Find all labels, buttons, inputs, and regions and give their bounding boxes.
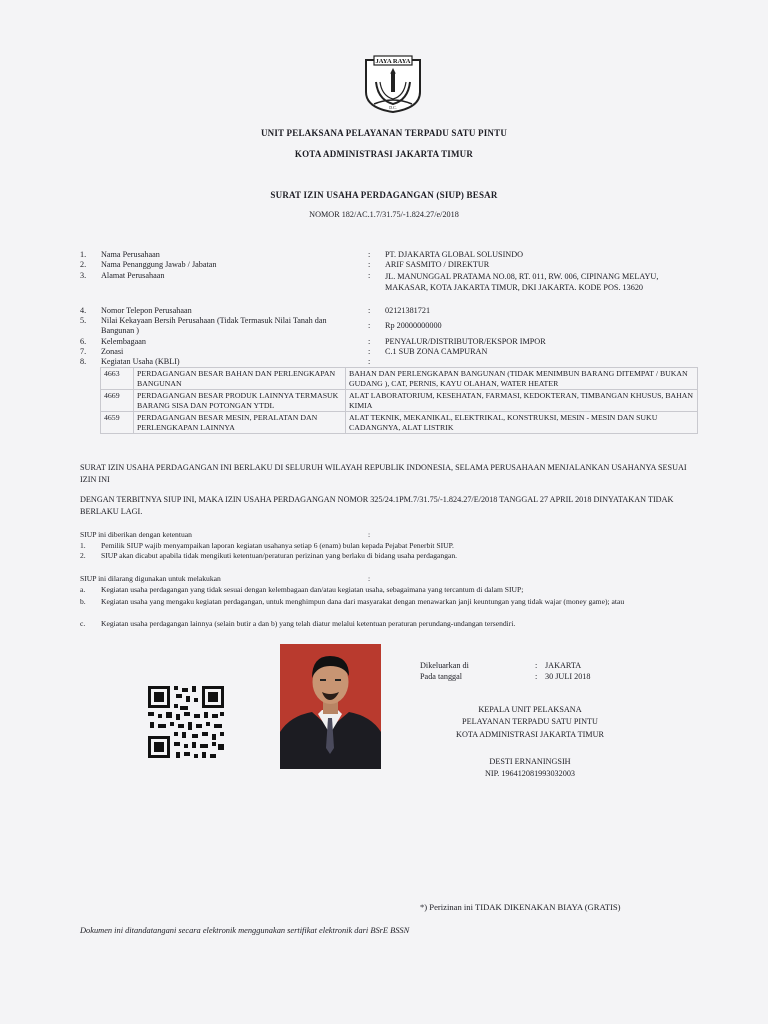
svg-text:JAYA RAYA: JAYA RAYA	[375, 58, 411, 65]
kbli-desc: ALAT TEKNIK, MEKANIKAL, ELEKTRIKAL, KONSTRUKSI, MESIN - MESIN DAN SUKU CADANGNYA, ALAT LISTRIK	[346, 412, 698, 434]
validity-paragraph: SURAT IZIN USAHA PERDAGANGAN INI BERLAKU DI SELURUH WILAYAH REPUBLIK INDONESIA, SELAMA PERUSAHAAN MENJALANKAN USAHANYA SESUAI IZIN INI	[80, 463, 687, 484]
field-label: Kelembagaan	[101, 337, 147, 346]
kbli-name: PERDAGANGAN BESAR PRODUK LAINNYA TERMASUK BARANG SISA DAN POTONGAN YTDL	[134, 390, 346, 412]
prohibition-num: a.	[80, 585, 86, 594]
field-label: Nama Penanggung Jawab / Jabatan	[101, 260, 217, 269]
date-value: 30 JULI 2018	[545, 672, 591, 681]
prohibition-text: Kegiatan usaha yang mengaku kegiatan perdagangan, untuk menghimpun dana dari masyarakat dengan menawarkan janji keuntungan yang tidak wajar (money game); atau	[101, 597, 625, 606]
table-row	[101, 412, 698, 434]
field-num: 6.	[80, 337, 87, 346]
signatory-name: DESTI ERNANINGSIH	[489, 757, 571, 766]
signatory-title: KOTA ADMINISTRASI JAKARTA TIMUR	[456, 730, 604, 739]
field-label: Nomor Telepon Perusahaan	[101, 306, 192, 315]
field-value: PT. DJAKARTA GLOBAL SOLUSINDO	[385, 250, 524, 259]
prohibition-text: Kegiatan usaha perdagangan lainnya (selain butir a dan b) yang telah diatur melalui ketentuan peraturan perundang-undangan tersendiri.	[101, 619, 516, 628]
provision-text: Pemilik SIUP wajib menyampaikan laporan kegiatan usahanya setiap 6 (enam) bulan kepada Pejabat Penerbit SIUP.	[101, 541, 454, 550]
signatory-nip: NIP. 196412081993032003	[484, 769, 576, 778]
table-row	[101, 390, 698, 412]
field-num: 7.	[80, 347, 87, 356]
agency-name: UNIT PELAKSANA PELAYANAN TERPADU SATU PINTU	[260, 128, 508, 138]
field-num: 5.	[80, 316, 87, 325]
field-value: Rp 20000000000	[385, 321, 442, 330]
field-value: C.1 SUB ZONA CAMPURAN	[385, 347, 488, 356]
provision-text: SIUP akan dicabut apabila tidak mengikuti ketentuan/peraturan perizinan yang berlaku di bidang usaha perdagangan.	[101, 551, 458, 560]
field-value: PENYALUR/DISTRIBUTOR/EKSPOR IMPOR	[385, 337, 546, 346]
table-row	[101, 368, 698, 390]
fee-note: *) Perizinan ini TIDAK DIKENAKAN BIAYA (GRATIS)	[420, 902, 621, 912]
field-num: 2.	[80, 260, 87, 269]
field-label: Zonasi	[101, 347, 124, 356]
field-num: 4.	[80, 306, 87, 315]
provision-num: 1.	[80, 541, 86, 550]
field-value: ARIF SASMITO / DIREKTUR	[385, 260, 490, 269]
field-label: Nama Perusahaan	[101, 250, 160, 259]
agency-city: KOTA ADMINISTRASI JAKARTA TIMUR	[294, 149, 474, 159]
place-label: Dikeluarkan di	[420, 661, 469, 670]
field-num: 8.	[80, 357, 87, 366]
revocation-paragraph: DENGAN TERBITNYA SIUP INI, MAKA IZIN USAHA PERDAGANGAN NOMOR 325/24.1PM.7/31.75/-1.824.27/E/2018 TANGGAL 27 APRIL 2018 DINYATAKAN TIDAK BERLAKU LAGI.	[80, 495, 674, 516]
provision-num: 2.	[80, 551, 86, 560]
field-num: 3.	[80, 271, 87, 280]
kbli-code: 4659	[101, 412, 134, 434]
field-value: 02121381721	[385, 306, 431, 315]
prohibition-text: Kegiatan usaha perdagangan yang tidak sesuai dengan kelembagaan dan/atau kegiatan usaha, sebagaimana yang tercantum di dalam SIUP;	[101, 585, 524, 594]
kbli-desc: ALAT LABORATORIUM, KESEHATAN, FARMASI, KEDOKTERAN, TIMBANGAN KHUSUS, BAHAN KIMIA	[346, 390, 698, 412]
kbli-desc: BAHAN DAN PERLENGKAPAN BANGUNAN (TIDAK MENIMBUN BARANG DITEMPAT / BUKAN GUDANG ), CAT, PERNIS, KAYU OLAHAN, WATER HEATER	[346, 368, 698, 390]
document-title: SURAT IZIN USAHA PERDAGANGAN (SIUP) BESAR	[270, 190, 498, 200]
field-num: 1.	[80, 250, 87, 259]
field-label: Alamat Perusahaan	[101, 271, 165, 280]
prohibition-num: b.	[80, 597, 86, 606]
provisions-heading: SIUP ini diberikan dengan ketentuan	[80, 530, 192, 539]
kbli-code: 4663	[101, 368, 134, 390]
qr-code	[146, 684, 226, 760]
svg-text:D.C.: D.C.	[389, 105, 397, 110]
field-value: JL. MANUNGGAL PRATAMA NO.08, RT. 011, RW. 006, CIPINANG MELAYU, MAKASAR, KOTA JAKARTA TIMUR, DKI JAKARTA. KODE POS. 13620	[385, 272, 659, 292]
kbli-name: PERDAGANGAN BESAR BAHAN DAN PERLENGKAPAN BANGUNAN	[134, 368, 346, 390]
jaya-raya-emblem	[362, 52, 424, 114]
field-label: Kegiatan Usaha (KBLI)	[101, 357, 180, 366]
prohibitions-heading: SIUP ini dilarang digunakan untuk melakukan	[80, 574, 221, 583]
kbli-code: 4669	[101, 390, 134, 412]
place-value: JAKARTA	[545, 661, 582, 670]
prohibition-num: c.	[80, 619, 86, 628]
signatory-title: PELAYANAN TERPADU SATU PINTU	[462, 717, 598, 726]
holder-photo	[280, 644, 381, 769]
date-label: Pada tanggal	[420, 672, 463, 681]
field-label: Nilai Kekayaan Bersih Perusahaan (Tidak Termasuk Nilai Tanah dan Bangunan )	[101, 316, 327, 335]
esign-note: Dokumen ini ditandatangani secara elektronik menggunakan sertifikat elektronik dari BSrE BSSN	[80, 926, 410, 935]
kbli-name: PERDAGANGAN BESAR MESIN, PERALATAN DAN PERLENGKAPAN LAINNYA	[134, 412, 346, 434]
kbli-table	[100, 367, 698, 434]
signatory-title: KEPALA UNIT PELAKSANA	[478, 705, 582, 714]
document-number: NOMOR 182/AC.1.7/31.75/-1.824.27/e/2018	[309, 210, 459, 219]
